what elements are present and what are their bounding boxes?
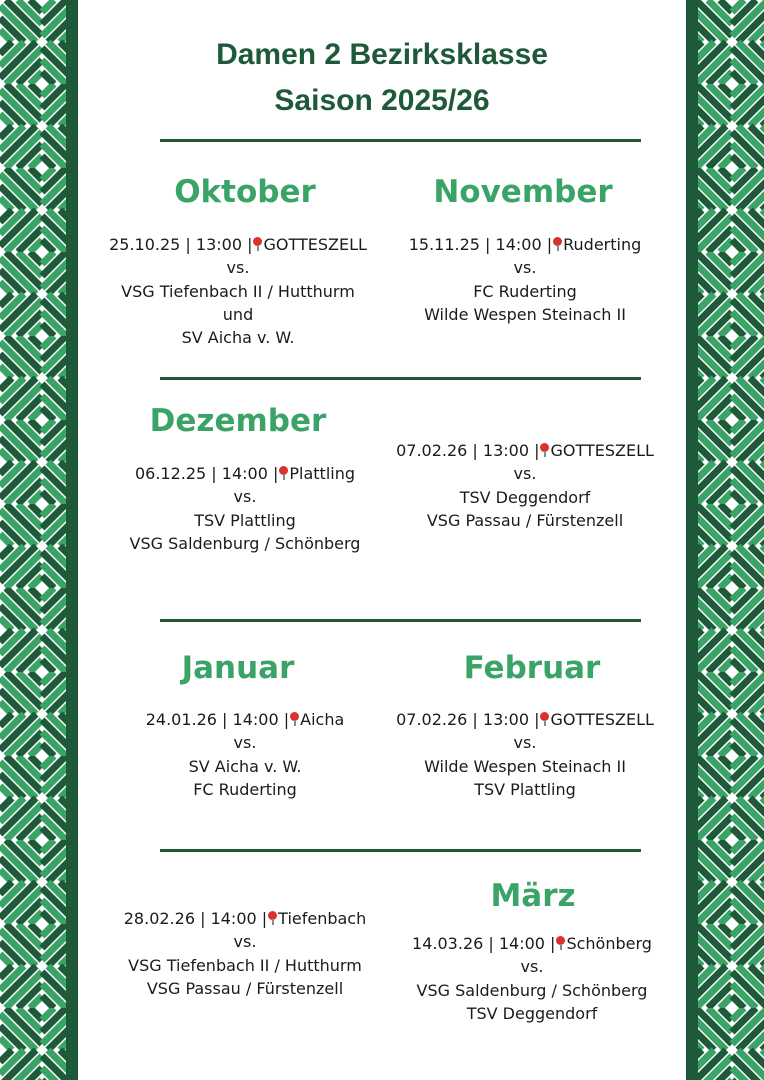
match-date-time: 07.02.26 | 13:00 | [396,710,540,729]
match-vs: vs. [513,464,537,484]
match-date-time: 28.02.26 | 14:00 | [123,909,268,928]
match-location: Plattling [289,464,356,483]
match-team-2: VSG Saldenburg / Schönberg [129,533,361,553]
month-heading-januar: Januar [181,650,295,686]
title-line-2: Saison 2025/26 [274,84,490,117]
location-pin-icon [268,911,277,925]
month-heading-oktober: Oktober [174,174,316,210]
match-date-location [95,708,395,731]
location-pin-icon [290,712,299,726]
match-januar [95,708,395,801]
location-pin-icon [253,237,262,251]
match-vs: vs. [233,733,257,753]
match-vs: vs. [226,258,250,278]
month-heading-november: November [433,174,613,210]
month-heading-dezember: Dezember [149,403,327,439]
match-team-1: VSG Saldenburg / Schönberg [416,980,648,1000]
title-line-1: Damen 2 Bezirksklasse [216,38,548,71]
match-date-time: 24.01.26 | 14:00 | [145,710,290,729]
match-dezember-2 [375,439,675,532]
month-heading-maerz: März [490,878,576,914]
match-location: Aicha [300,710,345,729]
match-team-1: TSV Plattling [194,510,296,530]
match-team-2: FC Ruderting [193,779,297,799]
month-heading-februar: Februar [463,650,601,686]
match-team-1: VSG Tiefenbach II / Hutthurm [121,281,355,301]
match-location: Tiefenbach [278,909,367,928]
match-date-time: 14.03.26 | 14:00 | [412,934,556,953]
match-location: GOTTESZELL [263,235,367,254]
match-date-location [375,439,675,462]
match-date-location [382,932,682,955]
match-team-1: FC Ruderting [473,281,577,301]
match-date-location [95,462,395,485]
match-vs: vs. [513,733,537,753]
match-date-time: 25.10.25 | 13:00 | [109,235,253,254]
match-and: und [222,304,254,324]
match-dezember [95,462,395,555]
match-team-2: VSG Passau / Fürstenzell [426,510,624,530]
match-date-location [375,708,675,731]
match-vs: vs. [233,932,257,952]
match-vs: vs. [513,258,537,278]
match-team-1: SV Aicha v. W. [188,756,302,776]
match-februar [375,708,675,801]
match-location: GOTTESZELL [550,710,654,729]
page-title [78,32,686,124]
divider-2 [160,377,641,380]
left-weave-pattern [0,0,78,1080]
divider-1 [160,139,641,142]
match-date-location [375,233,675,256]
location-pin-icon [553,237,562,251]
match-team-2: TSV Deggendorf [466,1003,598,1023]
right-weave-pattern [686,0,764,1080]
location-pin-icon [279,466,288,480]
match-team-2: TSV Plattling [474,779,576,799]
match-date-location [88,233,388,256]
match-team-1: TSV Deggendorf [459,487,591,507]
match-location: GOTTESZELL [550,441,654,460]
left-decorative-border [0,0,78,1080]
match-date-time: 06.12.25 | 14:00 | [134,464,279,483]
match-team-2: Wilde Wespen Steinach II [424,304,626,324]
match-team-1: VSG Tiefenbach II / Hutthurm [128,955,362,975]
location-pin-icon [540,443,549,457]
match-date-location [95,907,395,930]
match-team-2: VSG Passau / Fürstenzell [146,978,344,998]
match-team-2: SV Aicha v. W. [181,328,295,348]
divider-4 [160,849,641,852]
match-vs: vs. [233,487,257,507]
divider-3 [160,619,641,622]
match-maerz [382,932,682,1025]
match-location: Schönberg [566,934,652,953]
right-decorative-border [686,0,764,1080]
match-februar-2 [95,907,395,1000]
match-oktober [88,233,388,349]
match-date-time: 15.11.25 | 14:00 | [408,235,553,254]
location-pin-icon [556,936,565,950]
match-november [375,233,675,326]
match-location: Ruderting [563,235,642,254]
match-date-time: 07.02.26 | 13:00 | [396,441,540,460]
match-vs: vs. [520,957,544,977]
match-team-1: Wilde Wespen Steinach II [424,756,626,776]
location-pin-icon [540,712,549,726]
